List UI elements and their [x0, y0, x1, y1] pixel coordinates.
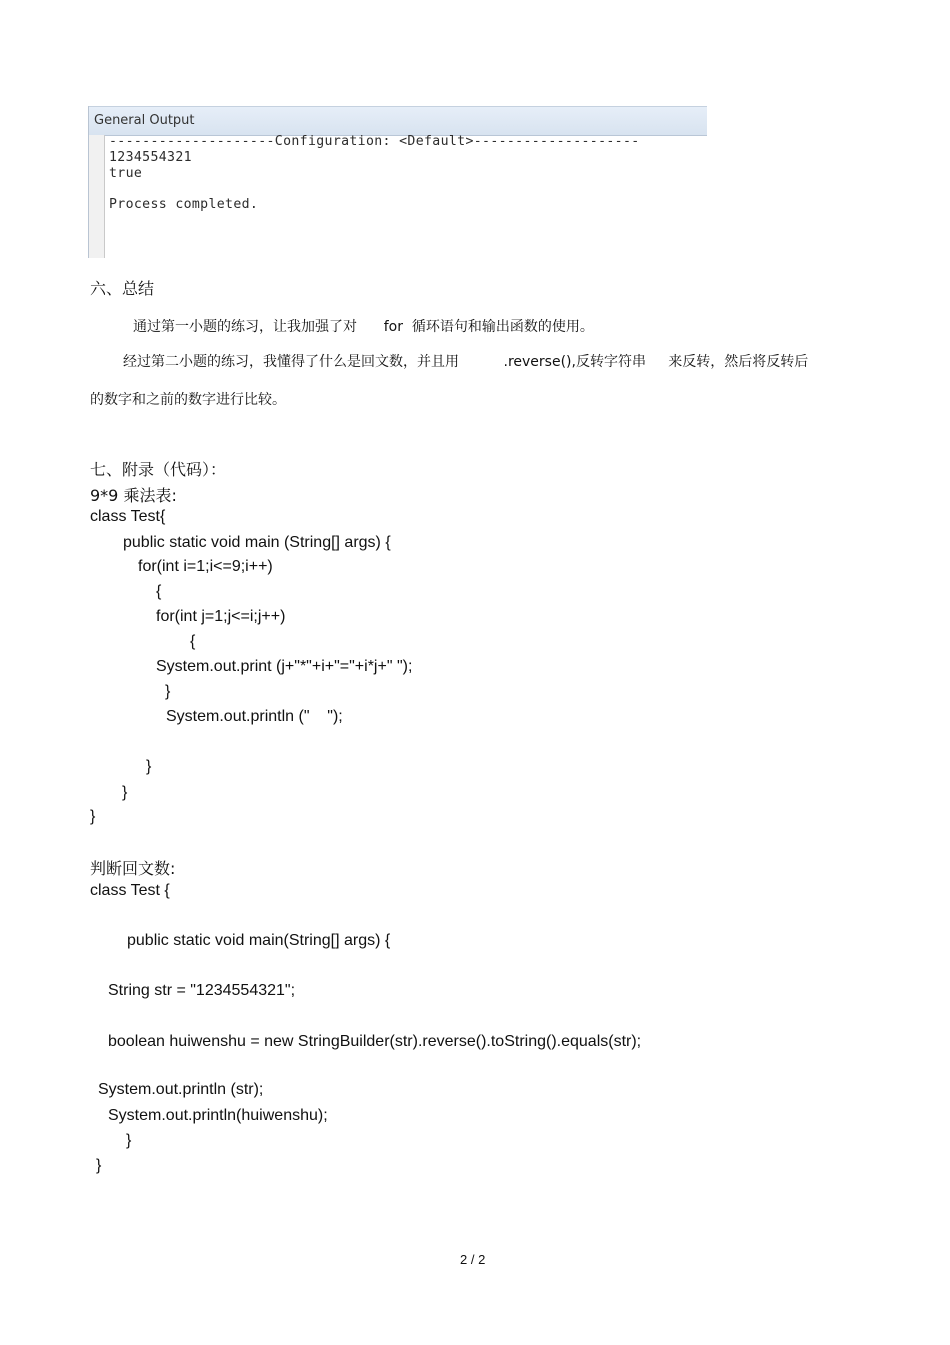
code-line: System.out.print (j+"*"+i+"="+i*j+" "); [156, 658, 413, 675]
code-line: class Test { [90, 882, 170, 899]
code-line: String str = "1234554321"; [108, 982, 296, 999]
code-line: } [122, 784, 128, 801]
code-line: for(int i=1;i<=9;i++) [138, 558, 273, 575]
code-line: { [156, 583, 162, 600]
page-number: 2 / 2 [460, 1252, 486, 1267]
code-line: System.out.println(huiwenshu); [108, 1107, 328, 1124]
appendix-heading: 七、附录（代码）： [90, 460, 227, 479]
summary-paragraph-2-line-2: 的数字和之前的数字进行比较。 [90, 392, 286, 408]
general-output-panel [88, 106, 707, 258]
output-line: true [109, 166, 143, 181]
code-line: boolean huiwenshu = new StringBuilder(str).reverse().toString().equals(str); [108, 1033, 642, 1050]
output-panel-title: General Output [94, 113, 195, 128]
palindrome-title: 判断回文数: [90, 859, 176, 878]
code-line: } [146, 758, 152, 775]
code-line: { [190, 633, 196, 650]
output-line: 1234554321 [109, 150, 192, 165]
code-line: public static void main(String[] args) { [127, 932, 391, 949]
output-line: --------------------Configuration: <Default>-------------------- [109, 134, 640, 149]
output-line: Process completed. [109, 197, 259, 212]
summary-paragraph-1: 通过第一小题的练习，让我加强了对 for 循环语句和输出函数的使用。 [133, 319, 594, 335]
code-line: } [90, 808, 96, 825]
code-line: System.out.println (" "); [166, 708, 343, 725]
code-line: class Test{ [90, 508, 166, 525]
code-line: for(int j=1;j<=i;j++) [156, 608, 286, 625]
summary-paragraph-2-line-1: 经过第二小题的练习，我懂得了什么是回文数，并且用 .reverse(),反转字符串 来反转，然后将反转后 [123, 354, 809, 370]
code-line: } [126, 1132, 132, 1149]
code-line: System.out.println (str); [98, 1081, 264, 1098]
output-panel-header [89, 106, 707, 136]
code-line: } [96, 1157, 102, 1174]
code-line: public static void main (String[] args) { [123, 534, 391, 551]
summary-heading: 六、总结 [90, 279, 155, 298]
code-line: } [165, 683, 171, 700]
multiplication-table-title: 9*9 乘法表: [90, 486, 177, 505]
output-panel-gutter [89, 135, 105, 258]
